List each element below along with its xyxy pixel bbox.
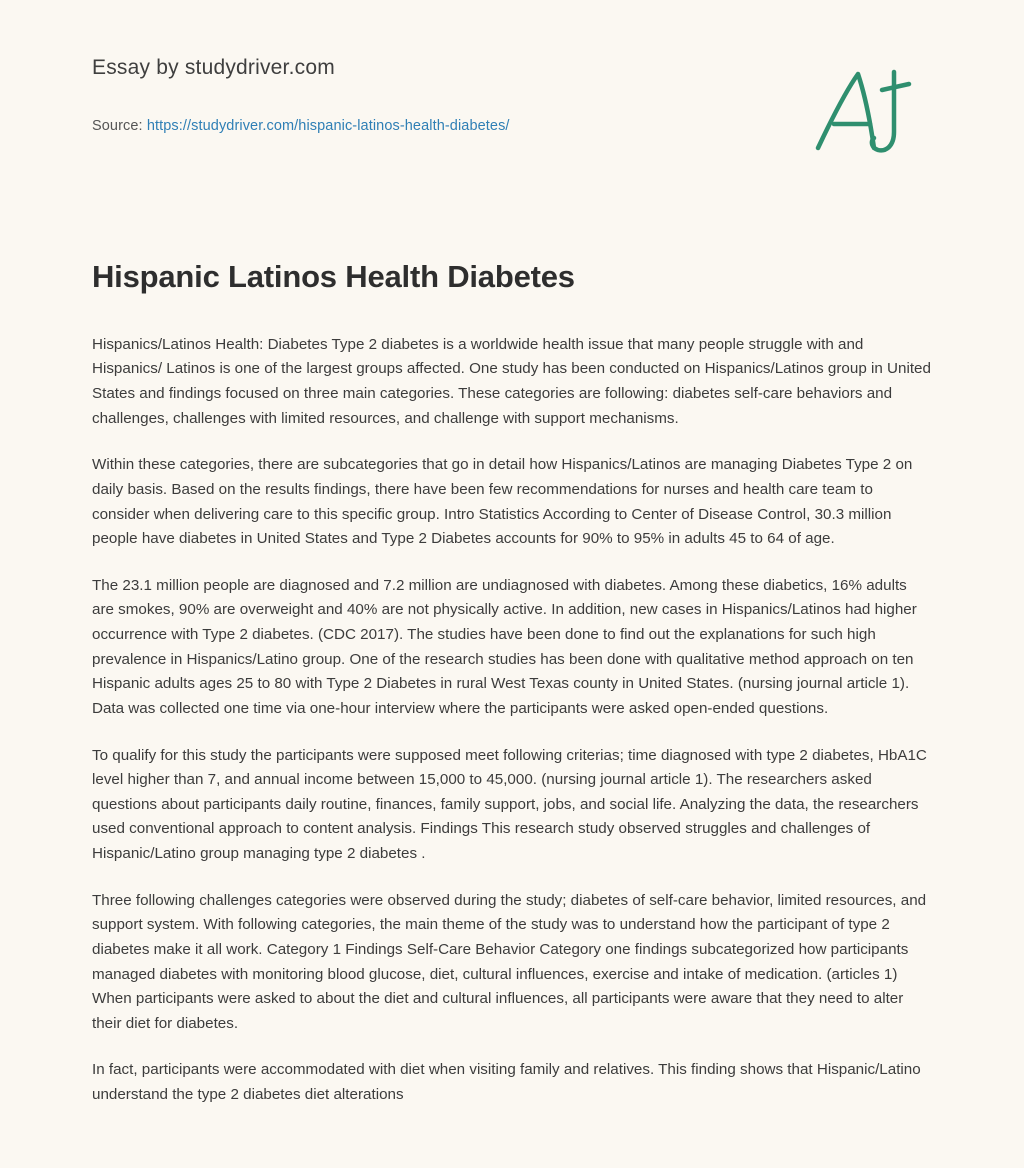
body-paragraph: To qualify for this study the participants were supposed meet following criterias; time diagnosed with type 2 diabetes, HbA1C level higher than 7, and annual income between 15,000 to 45,000. (nursing journal article 1). The researchers asked questions about participants daily routine, finances, family support, jobs, and social life. Analyzing the data, the researchers used conventional approach to content analysis. Findings This research study observed struggles and challenges of Hispanic/Latino group managing type 2 diabetes . <box>92 746 927 862</box>
body-paragraph: Three following challenges categories were observed during the study; diabetes of self-care behavior, limited resources, and support system. With following categories, the main theme of the study was to understand how the participant of type 2 diabetes make it all work. Category 1 Findings Self-Care Behavior Category one findings subcategorized how participants managed diabetes with monitoring blood glucose, diet, cultural influences, exercise and intake of medication. (articles 1) When participants were asked to about the diet and cultural influences, all participants were aware that they need to alter their diet for diabetes. <box>92 891 927 1032</box>
essay-by-prefix: Essay by <box>92 56 185 79</box>
document-body <box>0 297 1024 1168</box>
source-url-link[interactable]: https://studydriver.com/hispanic-latinos-health-diabetes/ <box>146 118 510 134</box>
essay-byline <box>92 56 932 80</box>
page-title: Hispanic Latinos Health Diabetes <box>92 259 575 294</box>
body-paragraph: In fact, participants were accommodated with diet when visiting family and relatives. This finding shows that Hispanic/Latino understand the type 2 diabetes diet alterations <box>92 1061 921 1103</box>
document-header <box>0 0 1024 180</box>
body-paragraph: Hispanics/Latinos Health: Diabetes Type 2 diabetes is a worldwide health issue that many people struggle with and Hispanics/ Latinos is one of the largest groups affected. One study has been conducted on Hispanics/Latinos group in United States and findings focused on three main categories. These categories are following: diabetes self-care behaviors and challenges, challenges with limited resources, and challenge with support mechanisms. <box>92 335 931 427</box>
site-brand: studydriver.com <box>184 56 335 79</box>
source-line <box>92 118 932 134</box>
studydriver-logo-icon <box>808 62 928 162</box>
source-label: Source: <box>92 118 147 134</box>
body-paragraph: Within these categories, there are subcategories that go in detail how Hispanics/Latinos are managing Diabetes Type 2 on daily basis. Based on the results findings, there have been few recommendations for nurses and health care team to consider when delivering care to this specific group. Intro Statistics According to Center of Disease Control, 30.3 million people have diabetes in United States and Type 2 Diabetes accounts for 90% to 95% in adults 45 to 64 of age. <box>92 456 913 548</box>
body-paragraph: The 23.1 million people are diagnosed and 7.2 million are undiagnosed with diabetes. Among these diabetics, 16% adults are smokes, 90% are overweight and 40% are not physically active. In addition, new cases in Hispanics/Latinos had higher occurrence with Type 2 diabetes. (CDC 2017). The studies have been done to find out the explanations for such high prevalence in Hispanics/Latino group. One of the research studies has been done with qualitative method approach on ten Hispanic adults ages 25 to 80 with Type 2 Diabetes in rural West Texas county in United States. (nursing journal article 1). Data was collected one time via one-hour interview where the participants were asked open-ended questions. <box>92 576 917 717</box>
